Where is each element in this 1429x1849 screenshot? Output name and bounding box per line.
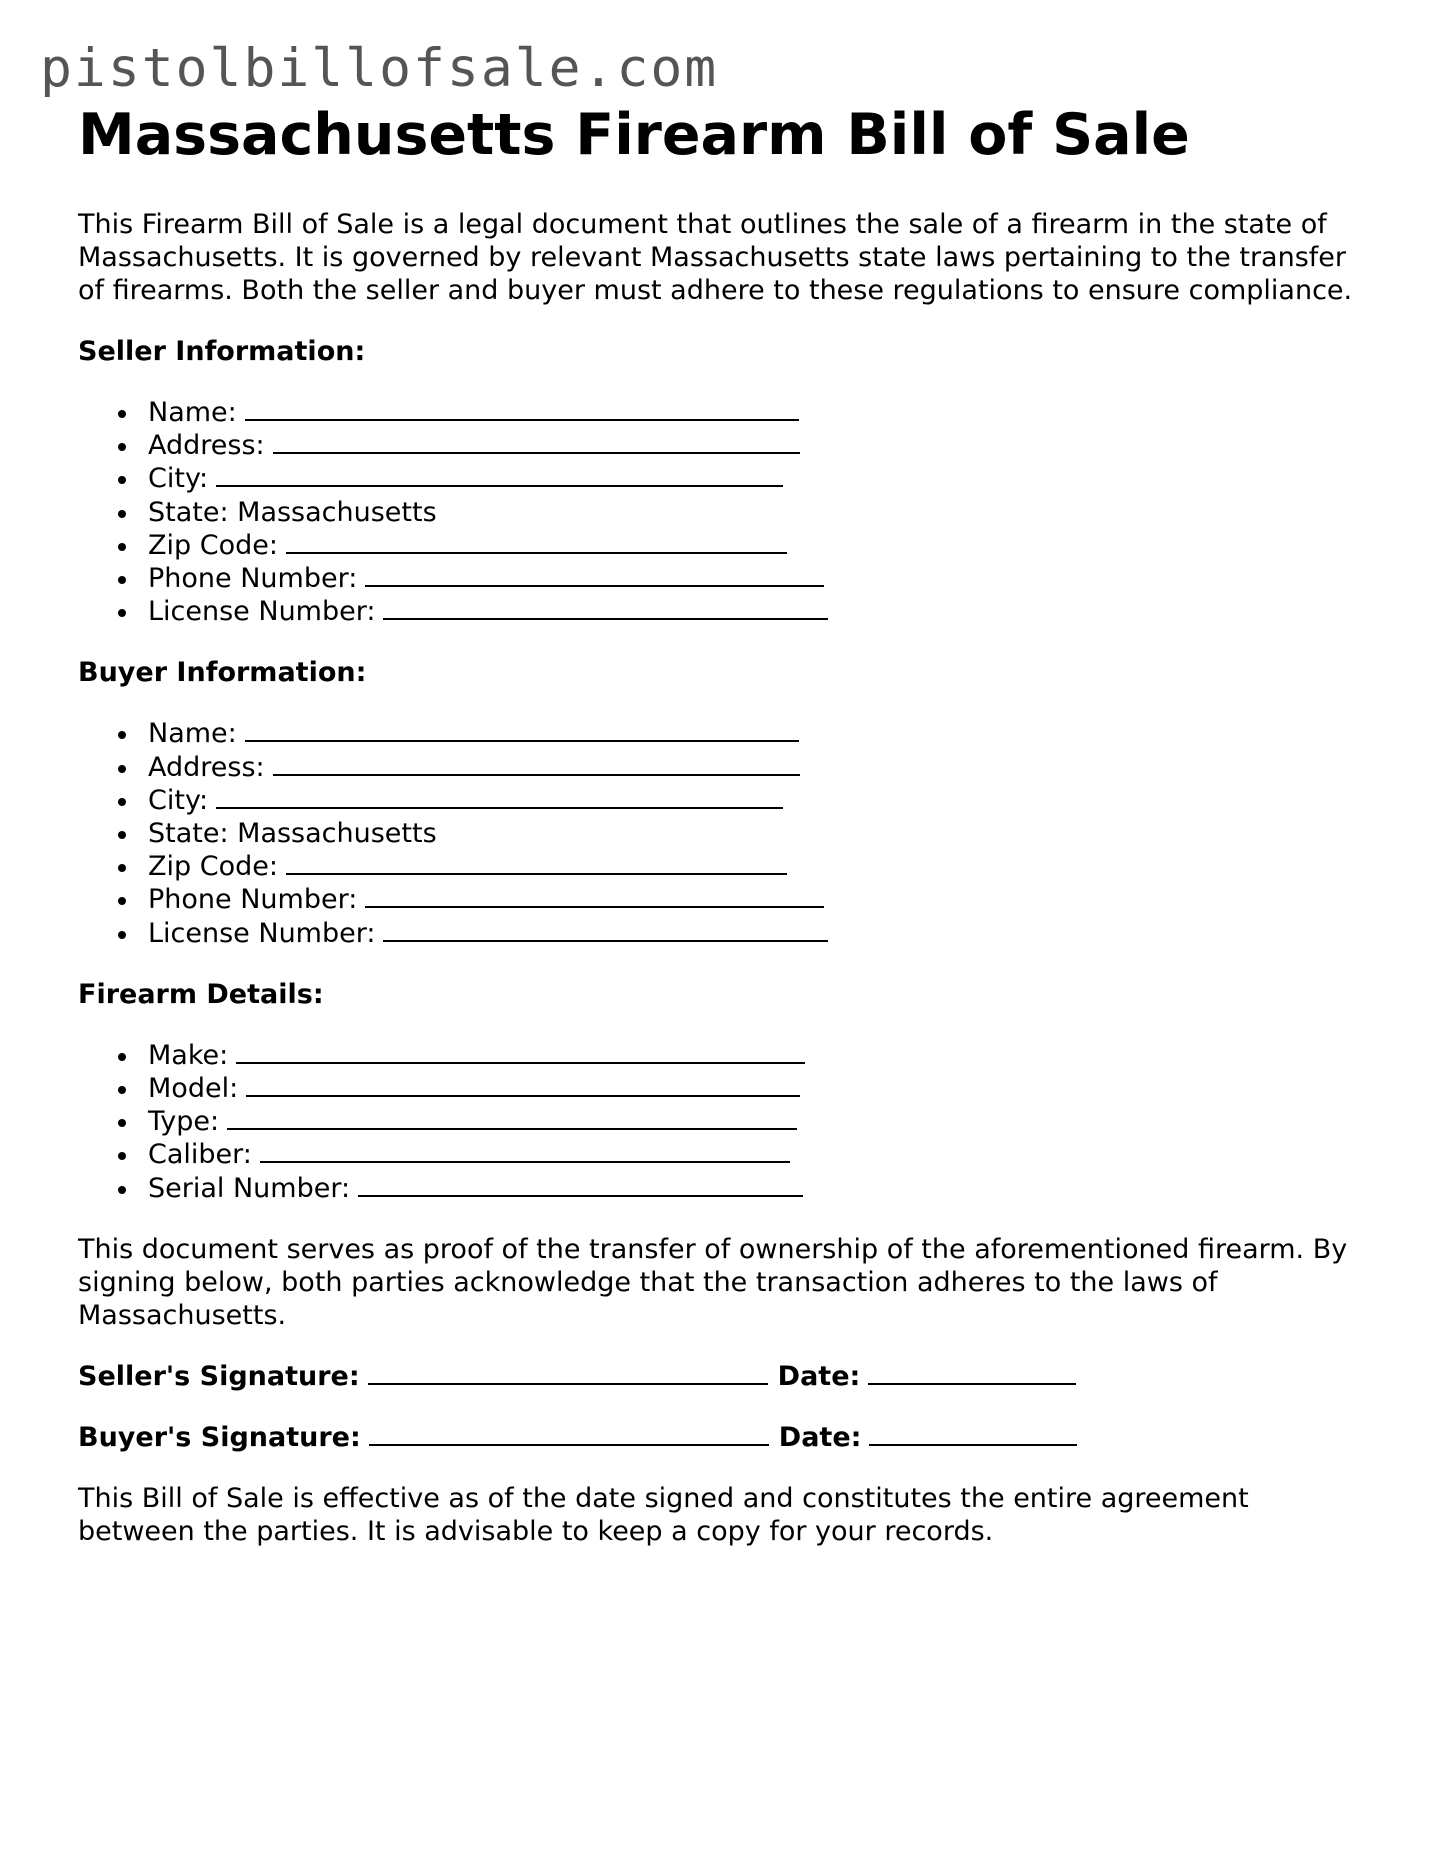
document-title: Massachusetts Firearm Bill of Sale — [78, 102, 1190, 168]
buyer-date-line[interactable] — [869, 1422, 1077, 1446]
buyer-phone-item — [148, 883, 1358, 916]
buyer-address-label: Address: — [148, 751, 265, 783]
bill-of-sale-document — [78, 98, 1358, 1548]
firearm-make-item — [148, 1039, 1358, 1072]
buyer-signature-row — [78, 1421, 1358, 1454]
seller-zip-label: Zip Code: — [148, 529, 278, 561]
buyer-name-label: Name: — [148, 718, 237, 750]
buyer-state-item — [148, 817, 1358, 850]
firearm-caliber-item — [148, 1138, 1358, 1171]
seller-signature-row — [78, 1360, 1358, 1393]
firearm-caliber-label: Caliber: — [148, 1139, 252, 1171]
buyer-city-item — [148, 784, 1358, 817]
seller-address-label: Address: — [148, 430, 265, 462]
seller-name-label: Name: — [148, 397, 237, 428]
seller-address-line[interactable] — [273, 430, 800, 454]
seller-fields-list — [78, 396, 1358, 628]
seller-license-label: License Number: — [148, 596, 376, 628]
site-watermark: pistolbillofsale.com — [40, 38, 719, 99]
buyer-zip-label: Zip Code: — [148, 851, 278, 883]
firearm-model-label: Model: — [148, 1073, 239, 1105]
seller-signature-line[interactable] — [368, 1361, 768, 1385]
firearm-fields-list — [78, 1039, 1358, 1205]
seller-phone-line[interactable] — [365, 563, 824, 587]
buyer-section-heading: Buyer Information: — [78, 657, 367, 689]
buyer-state-label: State: Massachusetts — [148, 818, 437, 850]
firearm-serial-line[interactable] — [358, 1173, 803, 1197]
seller-phone-item — [148, 562, 1358, 595]
seller-address-item — [148, 429, 1358, 462]
seller-name-line[interactable] — [245, 397, 799, 421]
firearm-type-item — [148, 1105, 1358, 1138]
buyer-zip-item — [148, 850, 1358, 883]
firearm-section-heading: Firearm Details: — [78, 978, 324, 1010]
firearm-type-line[interactable] — [227, 1106, 797, 1130]
seller-city-label: City: — [148, 463, 209, 495]
seller-city-item — [148, 462, 1358, 495]
intro-paragraph: This Firearm Bill of Sale is a legal document that outlines the sale of a firearm in the state of Massachusetts. It is governed by relevant Massachusetts state laws pertaining to the transfer of firearms. Both the seller and buyer must adhere to these regulations to ensure compliance. — [78, 209, 1353, 306]
firearm-serial-label: Serial Number: — [148, 1172, 351, 1204]
seller-date-line[interactable] — [868, 1361, 1076, 1385]
buyer-city-line[interactable] — [216, 785, 783, 809]
buyer-license-label: License Number: — [148, 917, 376, 949]
firearm-make-line[interactable] — [236, 1040, 805, 1064]
buyer-name-line[interactable] — [245, 718, 799, 742]
firearm-type-label: Type: — [148, 1106, 220, 1138]
seller-date-label: Date: — [777, 1360, 861, 1392]
seller-phone-label: Phone Number: — [148, 563, 358, 595]
firearm-model-line[interactable] — [246, 1073, 800, 1097]
buyer-signature-label: Buyer's Signature: — [78, 1421, 361, 1453]
seller-zip-item — [148, 529, 1358, 562]
seller-license-line[interactable] — [383, 596, 828, 620]
buyer-date-label: Date: — [778, 1421, 862, 1453]
seller-city-line[interactable] — [216, 463, 783, 487]
firearm-serial-item — [148, 1172, 1358, 1205]
seller-name-item — [148, 396, 1358, 429]
firearm-make-label: Make: — [148, 1039, 229, 1071]
buyer-zip-line[interactable] — [286, 851, 787, 875]
seller-zip-line[interactable] — [286, 530, 787, 554]
seller-license-item — [148, 595, 1358, 628]
firearm-model-item — [148, 1072, 1358, 1105]
buyer-address-item — [148, 751, 1358, 784]
acknowledgement-paragraph: This document serves as proof of the transfer of ownership of the aforementioned firearm. By signing below, both parties acknowledge that the transaction adheres to the laws of Massachusetts. — [78, 1233, 1348, 1331]
seller-section-heading: Seller Information: — [78, 336, 366, 367]
buyer-fields-list — [78, 717, 1358, 949]
closing-paragraph: This Bill of Sale is effective as of the date signed and constitutes the entire agreement between the parties. It is advisable to keep a copy for your records. — [78, 1482, 1249, 1547]
buyer-address-line[interactable] — [273, 752, 800, 776]
buyer-phone-label: Phone Number: — [148, 884, 358, 916]
seller-signature-label: Seller's Signature: — [78, 1360, 360, 1392]
seller-state-item — [148, 496, 1358, 529]
firearm-caliber-line[interactable] — [260, 1139, 790, 1163]
buyer-license-line[interactable] — [383, 918, 828, 942]
buyer-signature-line[interactable] — [369, 1422, 769, 1446]
seller-state-label: State: Massachusetts — [148, 496, 437, 528]
buyer-city-label: City: — [148, 784, 209, 816]
buyer-license-item — [148, 917, 1358, 950]
buyer-name-item — [148, 717, 1358, 750]
buyer-phone-line[interactable] — [365, 884, 824, 908]
